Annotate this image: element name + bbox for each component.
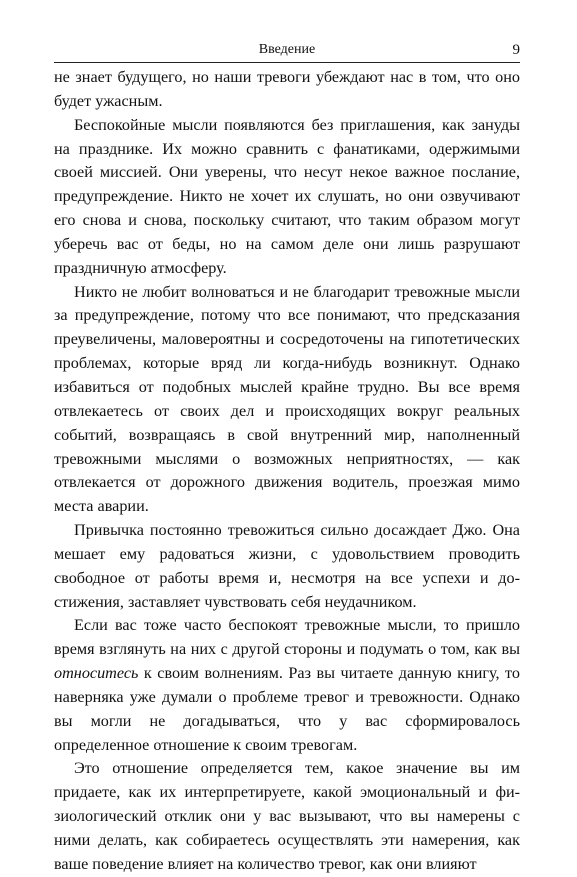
paragraph-text: к своим волнениям. Раз вы читаете данную книгу, то наверняка уже думали о проблеме тревог и тревожности. Однако вы могли не догадываться, что у вас сформировалось определенное отношение к своим тревогам.: [54, 664, 520, 754]
chapter-title: Введение: [258, 42, 316, 57]
paragraph-text: Если вас тоже часто беспокоят тревожные мысли, то пришло время взглянуть на них с другой стороны и подумать о том, как вы: [54, 616, 520, 659]
running-header: [54, 42, 520, 62]
body-text: [54, 66, 520, 877]
emphasis-text: относитесь: [54, 664, 139, 683]
paragraph-continued: не знает будущего, но наши тревоги убеждают нас в том, что оно будет ужасным.: [54, 68, 520, 110]
paragraph: Привычка постоянно тревожиться сильно досаждает Джо. Она мешает ему радоваться жизни, с удовольствием проводить свободное от работы время и, несмотря на все успехи и достижения, заставляет чувствовать себя неудачником.: [54, 521, 520, 611]
paragraph: [54, 614, 520, 757]
header-rule: [54, 62, 520, 63]
page-number: 9: [512, 42, 520, 58]
paragraph: Никто не любит волноваться и не благодарит тревожные мысли за предупреждение, потому что все понимают, что предсказания преувеличены, маловероятны и сосредоточены на гипотетических проблемах, которые вряд ли когда-нибудь возникнут. Однако избавиться от подобных мыслей крайне трудно. Вы все время отвлекаетесь от своих дел и происходящих вокруг реальных событий, возвращаясь в свой внутренний мир, наполненный тревожными мыслями о возможных неприятностях, — как отвлекается от дорожного движения водитель, проезжая мимо места аварии.: [54, 282, 520, 516]
paragraph: Беспокойные мысли появляются без приглашения, как зануды на празднике. Их можно сравнить с фанатиками, одержимыми своей миссией. Они уверены, что несут некое важное послание, предупреждение. Никто не хочет их слушать, но они озвучивают его снова и снова, поскольку считают, что таким образом могут уберечь вас от беды, но на самом деле они лишь разрушают праздничную атмосферу.: [54, 115, 520, 277]
paragraph: Это отношение определяется тем, какое значение вы им придаете, как их интерпретируете, какой эмоциональный и физиологический отклик они у вас вызывают, что вы намерены с ними делать, как собираетесь осуществлять эти намерения, как ваше поведение влияет на количество тревог, как они влияют: [54, 759, 520, 873]
